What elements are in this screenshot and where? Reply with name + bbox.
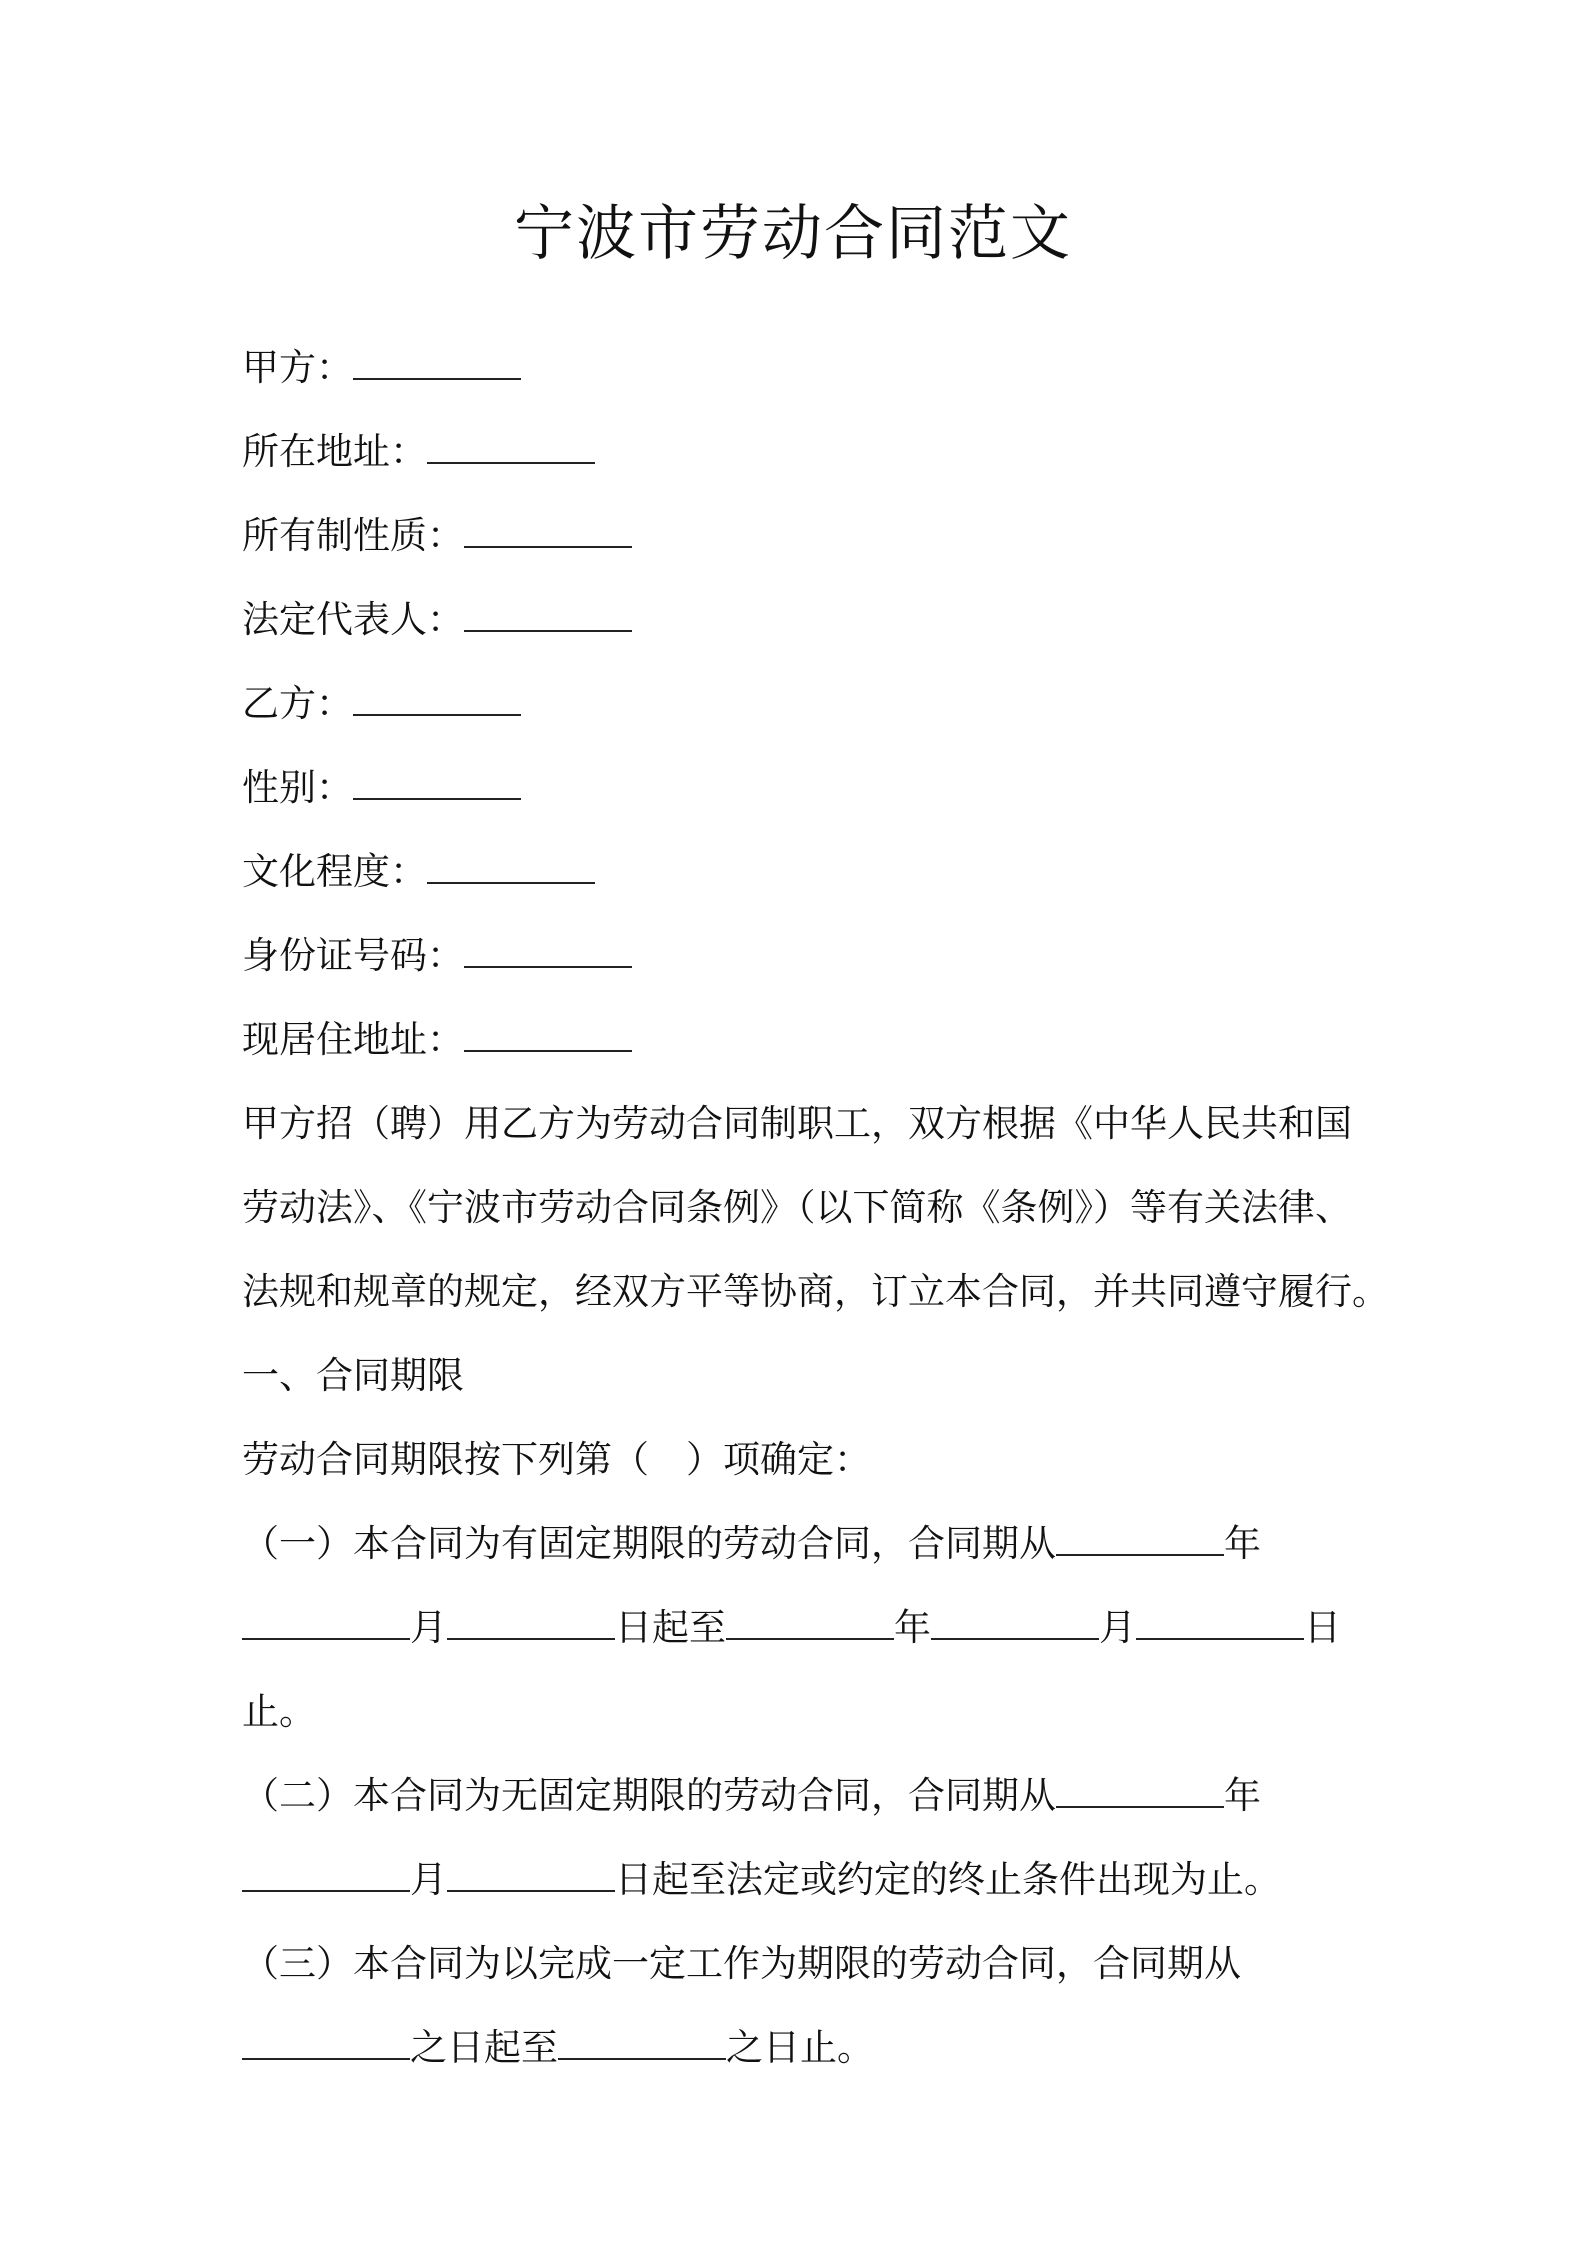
education-field [242,830,1392,914]
month-label: 月 [410,1606,447,1649]
blank-line[interactable] [464,600,632,632]
blank-line[interactable] [447,1608,615,1640]
blank-line[interactable] [353,348,521,380]
year-label: 年 [894,1606,931,1649]
blank-line[interactable] [353,684,521,716]
id-number-field [242,914,1392,998]
blank-line[interactable] [353,768,521,800]
preamble-line: 劳动法》、《宁波市劳动合同条例》（以下简称《条例》）等有关法律、 [242,1186,1352,1229]
blank-line[interactable] [242,1860,410,1892]
gender-field [242,746,1392,830]
party-a-field [242,326,1392,410]
month-label: 月 [1099,1606,1136,1649]
blank-line[interactable] [931,1608,1099,1640]
blank-line[interactable] [242,2028,410,2060]
section-heading: 一、合同期限 [242,1354,464,1397]
year-label: 年 [1224,1522,1261,1565]
blank-line[interactable] [558,2028,726,2060]
blank-line[interactable] [1056,1524,1224,1556]
blank-line[interactable] [427,432,595,464]
preamble-paragraph [242,1082,1392,1334]
year-label: 年 [1224,1774,1261,1817]
blank-line[interactable] [242,1608,410,1640]
blank-line[interactable] [447,1860,615,1892]
term-item-1-prefix: （一）本合同为有固定期限的劳动合同，合同期从 [242,1522,1056,1565]
address-field [242,410,1392,494]
residence-field [242,998,1392,1082]
field-label: 文化程度： [242,850,427,893]
section-intro: 劳动合同期限按下列第（ ）项确定： [242,1438,871,1481]
legal-rep-field [242,578,1392,662]
field-label: 身份证号码： [242,934,464,977]
blank-line[interactable] [427,852,595,884]
blank-line[interactable] [726,1608,894,1640]
blank-line[interactable] [464,936,632,968]
blank-line[interactable] [1136,1608,1304,1640]
term-item-1-line-3: 止。 [242,1690,316,1733]
day-from-label: 日起至 [615,1606,726,1649]
field-label: 性别： [242,766,353,809]
field-label: 所有制性质： [242,514,464,557]
term-item-2-suffix: 日起至法定或约定的终止条件出现为止。 [615,1858,1281,1901]
term-item-2-prefix: （二）本合同为无固定期限的劳动合同，合同期从 [242,1774,1056,1817]
term-item-1-line-2 [242,1586,1392,1670]
term-item-1-line-1 [242,1502,1392,1586]
term-item-3-suffix: 之日止。 [726,2026,874,2069]
month-label: 月 [410,1858,447,1901]
field-label: 甲方： [242,346,353,389]
preamble-line: 法规和规章的规定，经双方平等协商，订立本合同，并共同遵守履行。 [242,1270,1389,1313]
document-title: 宁波市劳动合同范文 [514,199,1072,269]
term-item-2-line-2 [242,1838,1392,1922]
day-label: 日 [1304,1606,1341,1649]
blank-line[interactable] [464,516,632,548]
field-label: 所在地址： [242,430,427,473]
field-label: 法定代表人： [242,598,464,641]
party-b-field [242,662,1392,746]
preamble-line: 甲方招（聘）用乙方为劳动合同制职工，双方根据《中华人民共和国 [242,1102,1352,1145]
term-item-3-line-2 [242,2006,1392,2090]
blank-line[interactable] [464,1020,632,1052]
field-label: 乙方： [242,682,353,725]
term-item-3-mid: 之日起至 [410,2026,558,2069]
ownership-field [242,494,1392,578]
document-body [242,326,1392,2090]
term-item-2-line-1 [242,1754,1392,1838]
field-label: 现居住地址： [242,1018,464,1061]
term-item-3-line-1: （三）本合同为以完成一定工作为期限的劳动合同，合同期从 [242,1942,1241,1985]
blank-line[interactable] [1056,1776,1224,1808]
